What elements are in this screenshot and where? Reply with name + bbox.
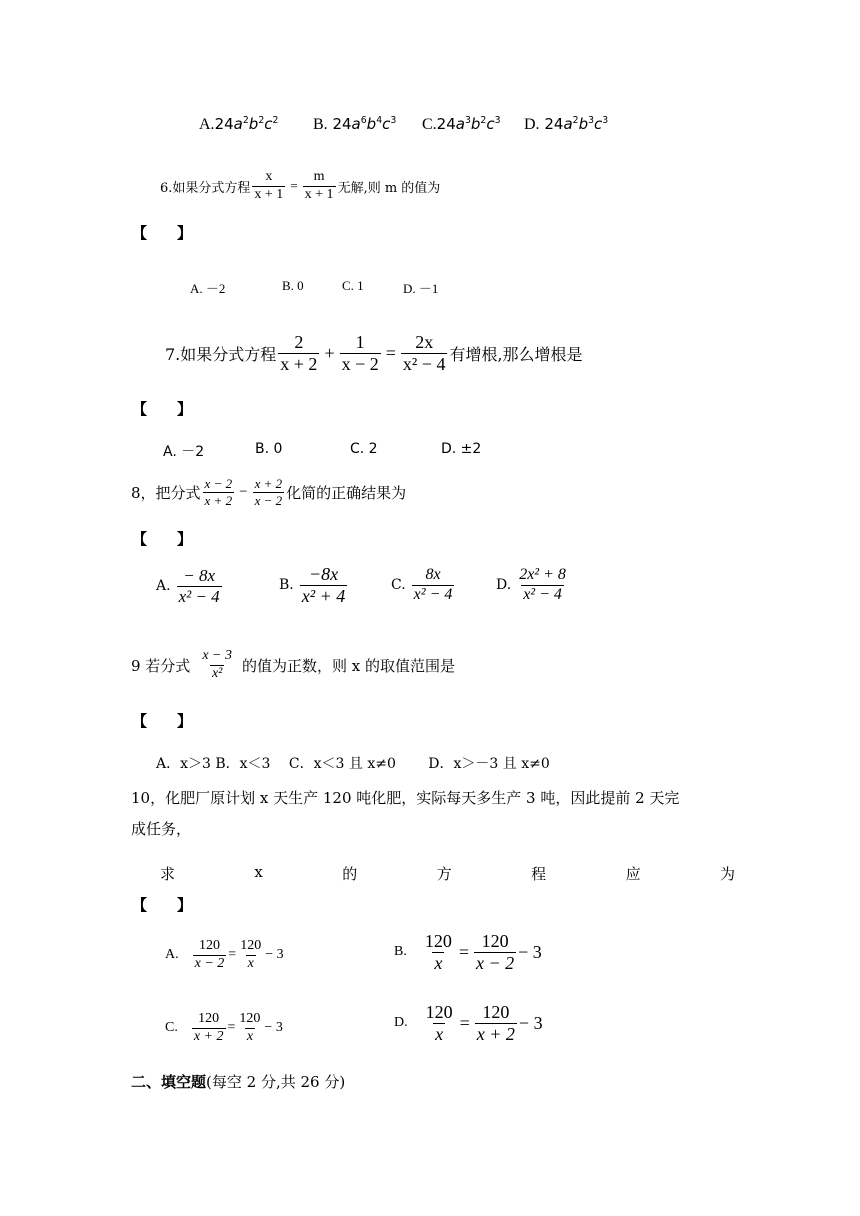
exp-c: 2 <box>272 114 279 126</box>
option-fraction <box>177 567 222 606</box>
denominator: x − 2 <box>476 952 515 973</box>
q8-prefix: 8，把分式 <box>131 483 201 502</box>
numerator: 120 <box>424 931 452 951</box>
spread-char: 程 <box>531 865 547 883</box>
exp-a: 2 <box>572 114 579 126</box>
q10-line-1: 10，化肥厂原计划 x 天生产 120 吨化肥，实际每天多生产 3 吨，因此提前 2 天完 <box>131 789 680 807</box>
spread-char: x <box>254 863 263 881</box>
q7-answer-bracket: 【 】 <box>132 400 193 418</box>
q10-option-b <box>394 932 542 973</box>
numerator: 2x <box>415 332 434 352</box>
q6-prefix: 6.如果分式方程 <box>160 180 251 196</box>
spread-char: 为 <box>719 865 735 883</box>
q5-option-a: $A.24a^2b^2c^2$ <box>199 114 279 133</box>
q7-option-a: A. －2 <box>163 444 205 460</box>
minus-sign: − <box>239 483 248 500</box>
q6-answer-bracket: 【 】 <box>132 224 193 242</box>
exp-b: 2 <box>480 114 487 126</box>
coef: 24 <box>436 115 456 133</box>
option-label: A. <box>165 947 179 963</box>
spread-char: 方 <box>436 865 452 883</box>
section-title: 二、填空题 <box>131 1073 207 1091</box>
equals-sign: = <box>228 947 237 963</box>
q7-option-d: D. ±2 <box>441 441 482 457</box>
denominator: x² − 4 <box>178 586 220 606</box>
q6-option-b: B. 0 <box>282 278 304 293</box>
q7-suffix: 有增根,那么增根是 <box>449 344 583 364</box>
exp-b: 3 <box>588 114 595 126</box>
q7-fraction-1 <box>278 333 319 374</box>
q6-option-a: A. －2 <box>190 281 226 296</box>
numerator: 120 <box>482 1002 510 1022</box>
lhs-fraction <box>424 1003 455 1044</box>
option-label: C. <box>391 577 406 594</box>
exp-b: 4 <box>376 114 383 126</box>
option-fraction <box>300 565 348 606</box>
numerator: −8x <box>308 564 339 584</box>
q9-prefix: 9 若分式 <box>131 656 191 675</box>
q8-option-c <box>391 567 456 604</box>
lhs-fraction <box>192 1012 226 1044</box>
lhs-fraction <box>423 932 454 973</box>
q8-fraction-1 <box>203 477 235 507</box>
equals-sign: = <box>458 941 469 962</box>
q5-option-b: B. $24a^6b^4c^3$ <box>313 114 397 133</box>
denominator: x + 2 <box>280 353 318 374</box>
numerator: 2 <box>294 332 304 352</box>
q10-option-c <box>165 1012 283 1044</box>
numerator: 120 <box>239 1011 261 1026</box>
option-label: D. <box>496 577 512 594</box>
q7-prefix: 7.如果分式方程 <box>165 344 277 364</box>
option-label: D. <box>524 116 540 133</box>
q6-rhs-fraction <box>303 170 336 202</box>
equals-sign: = <box>227 1020 236 1036</box>
numerator: x + 2 <box>254 476 283 491</box>
exp-c: 3 <box>494 114 501 126</box>
denominator: x² <box>211 665 223 681</box>
denominator: x <box>434 952 443 973</box>
option-label: A. <box>199 116 215 133</box>
q9-answer-bracket: 【 】 <box>132 712 193 730</box>
section-detail: (每空 2 分,共 26 分) <box>206 1073 346 1091</box>
denominator: x + 1 <box>304 186 334 202</box>
coef: 24 <box>332 115 352 133</box>
equals-sign: = <box>290 178 298 194</box>
numerator: m <box>313 169 325 184</box>
q7-option-b: B. 0 <box>255 441 283 457</box>
denominator: x + 2 <box>204 492 233 508</box>
numerator: x − 2 <box>204 476 233 491</box>
denominator: x² − 4 <box>523 585 562 603</box>
q5-option-d: D. $24a^2b^3c^3$ <box>524 114 609 133</box>
q8-option-a <box>156 567 224 606</box>
exp-c: 3 <box>390 114 397 126</box>
q6-question <box>160 170 440 202</box>
q7-fraction-2 <box>340 333 381 374</box>
option-fraction <box>412 567 455 604</box>
denominator: x − 2 <box>341 353 379 374</box>
q10-answer-bracket: 【 】 <box>132 896 193 914</box>
exp-a: 2 <box>242 114 249 126</box>
q10-line-2: 成任务， <box>131 820 192 838</box>
exp-c: 3 <box>602 114 609 126</box>
denominator: x² − 4 <box>402 353 446 374</box>
option-label: B. <box>394 944 407 960</box>
numerator: x − 3 <box>202 648 232 663</box>
q9-suffix: 的值为正数，则 x 的取值范围是 <box>241 656 455 675</box>
q8-suffix: 化简的正确结果为 <box>286 483 407 502</box>
plus-sign: + <box>324 342 335 363</box>
coef: 24 <box>214 115 234 133</box>
q9-options: A．x＞3 B．x＜3 C．x＜3 且 x≠0 D．x＞－3 且 x≠0 <box>156 756 550 772</box>
tail: − 3 <box>518 1012 543 1033</box>
option-label: A. <box>156 578 171 595</box>
denominator: x² + 4 <box>301 585 346 606</box>
numerator: 120 <box>425 1002 453 1022</box>
option-label: B. <box>313 116 328 133</box>
rhs-fraction <box>475 1003 517 1044</box>
numerator: 120 <box>198 1011 220 1026</box>
numerator: 8x <box>425 566 441 583</box>
lhs-fraction <box>193 939 227 971</box>
q9-question <box>131 649 455 681</box>
numerator: x <box>265 169 273 184</box>
numerator: 2x² + 8 <box>519 566 566 583</box>
q7-option-c: C. 2 <box>350 441 378 457</box>
denominator: x <box>435 1023 444 1044</box>
numerator: 120 <box>481 931 509 951</box>
exp-a: 6 <box>360 114 367 126</box>
numerator: − 8x <box>183 566 216 585</box>
numerator: 1 <box>355 332 365 352</box>
q6-option-c: C. 1 <box>342 278 364 293</box>
q8-option-b <box>279 565 349 606</box>
denominator: x − 2 <box>254 492 283 508</box>
q6-suffix: 无解,则 m 的值为 <box>337 180 441 196</box>
option-label: B. <box>279 577 294 594</box>
denominator: x <box>246 1028 254 1044</box>
tail: − 3 <box>265 947 284 963</box>
q8-question <box>131 477 406 507</box>
q7-question <box>165 333 583 374</box>
q8-fraction-2 <box>253 477 285 507</box>
rhs-fraction <box>237 1012 262 1044</box>
option-label: D. <box>394 1015 408 1031</box>
q6-option-d: D. －1 <box>403 281 439 296</box>
denominator: x + 2 <box>476 1023 515 1044</box>
denominator: x + 2 <box>193 1028 224 1044</box>
q7-fraction-3 <box>401 333 448 374</box>
q6-lhs-fraction <box>252 170 285 202</box>
option-label: C. <box>422 116 437 133</box>
q9-fraction <box>200 649 234 681</box>
q5-option-c: $C.24a^3b^2c^3$ <box>422 114 501 133</box>
option-fraction <box>517 567 568 604</box>
rhs-fraction <box>238 939 263 971</box>
section-2-heading <box>131 1071 345 1092</box>
numerator: 120 <box>240 938 262 953</box>
equals-sign: = <box>459 1012 470 1033</box>
q10-spread-line <box>160 863 735 884</box>
equals-sign: = <box>385 342 396 363</box>
q10-option-a <box>165 939 284 971</box>
denominator: x <box>247 955 254 971</box>
numerator: 120 <box>198 938 220 953</box>
exp-b: 2 <box>258 114 265 126</box>
rhs-fraction <box>474 932 516 973</box>
coef: 24 <box>544 115 564 133</box>
q8-answer-bracket: 【 】 <box>132 530 193 548</box>
exp-a: 3 <box>464 114 471 126</box>
spread-char: 求 <box>160 865 176 883</box>
denominator: x − 2 <box>194 955 225 971</box>
q10-option-d <box>394 1003 543 1044</box>
spread-char: 的 <box>342 865 358 883</box>
option-label: C. <box>165 1020 178 1036</box>
denominator: x + 1 <box>254 186 284 202</box>
spread-char: 应 <box>625 865 641 883</box>
tail: − 3 <box>518 941 542 962</box>
q8-option-d <box>496 567 570 604</box>
denominator: x² − 4 <box>413 585 453 603</box>
tail: − 3 <box>264 1020 283 1036</box>
